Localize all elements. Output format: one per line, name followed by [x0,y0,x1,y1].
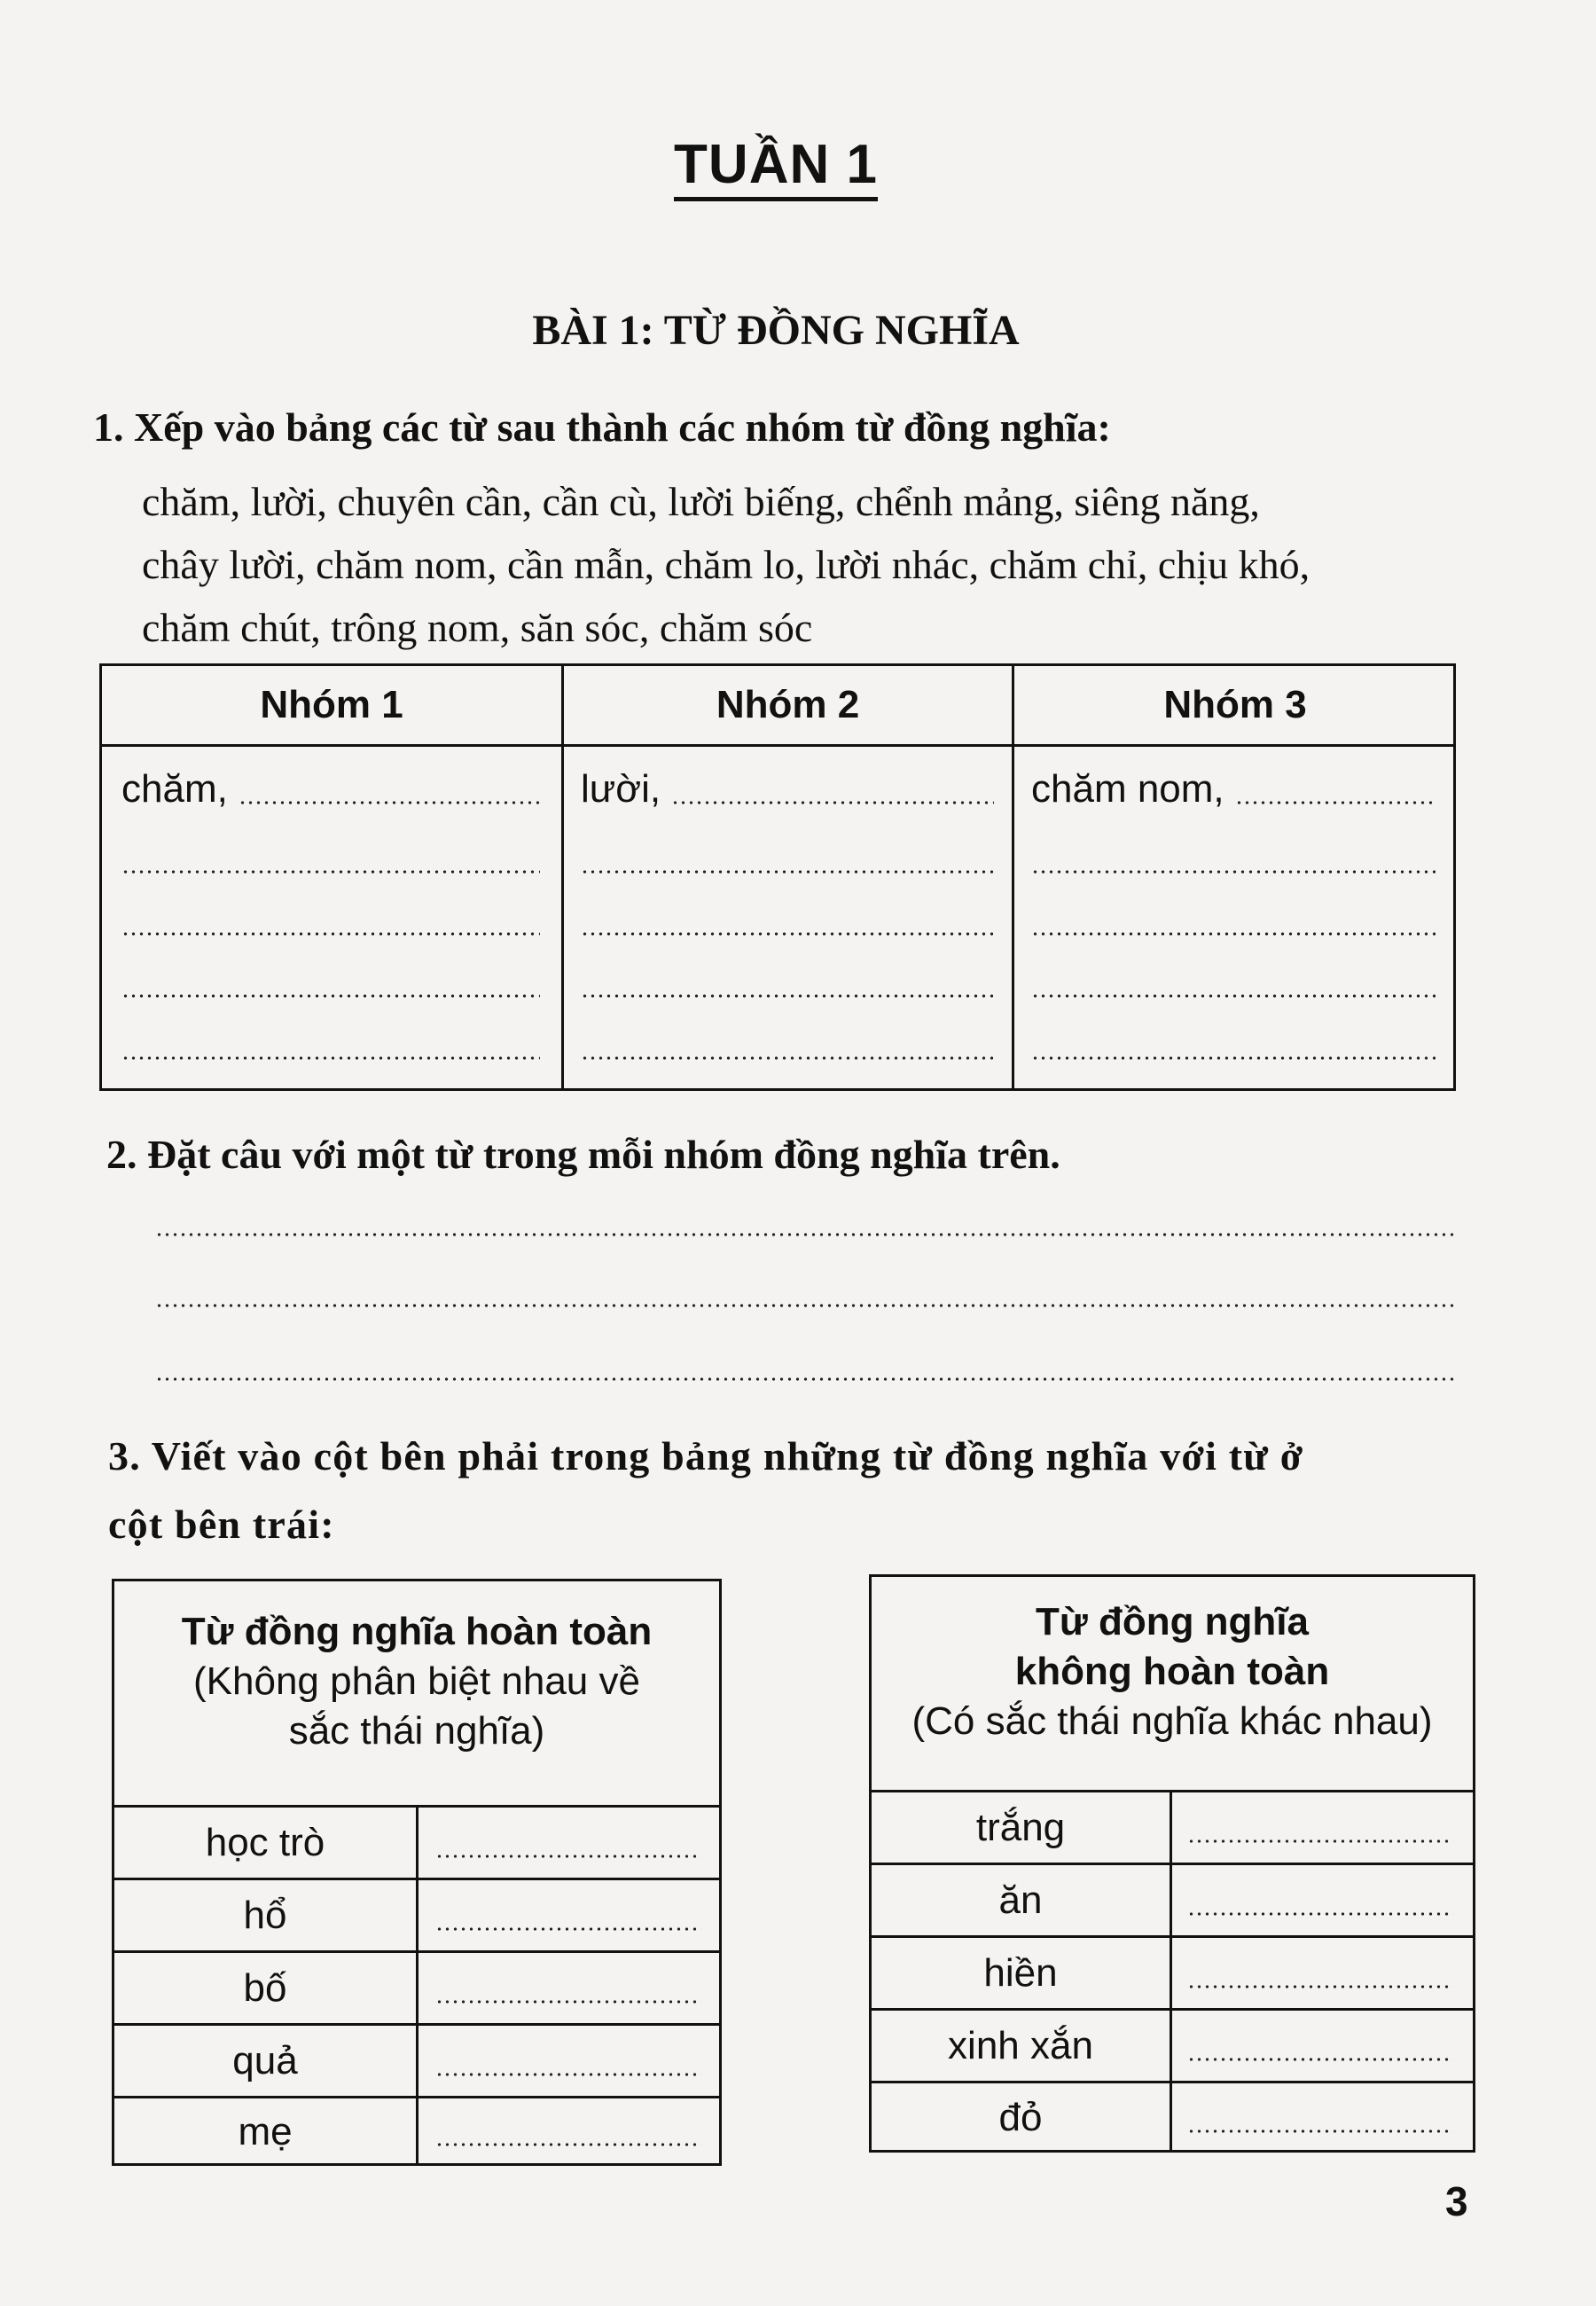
group-start-word: chăm, [121,767,228,811]
table-subtitle: sắc thái nghĩa) [288,1709,545,1753]
word-cell: quả [232,2038,298,2082]
table-row [872,2081,1473,2153]
word-cell: hổ [243,1893,287,1937]
table-header [872,1577,1473,1790]
group-header: Nhóm 1 [260,683,403,726]
table-subtitle: (Có sắc thái nghĩa khác nhau) [911,1699,1433,1743]
synonym-table-partial [869,1574,1475,2153]
question-3-heading: cột bên trái: [108,1502,335,1547]
answer-field[interactable] [435,2000,701,2004]
table-title: không hoàn toàn [1014,1650,1330,1693]
answer-field[interactable] [435,1927,701,1931]
week-title: TUẦN 1 [0,133,1552,201]
synonym-table-complete [112,1579,722,2166]
word-list-line: chăm, lười, chuyên cần, cần cù, lười biếng, chểnh mảng, siêng năng, [142,479,1260,524]
question-3-heading: 3. Viết vào cột bên phải trong bảng những từ đồng nghĩa với từ ở [108,1433,1304,1479]
word-cell: học trò [205,1820,325,1864]
word-cell: ăn [998,1878,1043,1922]
word-cell: đỏ [998,2096,1043,2139]
answer-field[interactable] [1187,1912,1453,1916]
word-list-line: chây lười, chăm nom, cần mẫn, chăm lo, lười nhác, chăm chỉ, chịu khó, [142,542,1310,587]
table-header [114,1581,719,1805]
table-row [872,1863,1473,1935]
answer-field[interactable] [1187,1985,1453,1988]
answer-line[interactable] [155,1377,1459,1381]
question-1-heading: 1. Xếp vào bảng các từ sau thành các nhóm từ đồng nghĩa: [93,404,1111,450]
word-cell: mẹ [238,2110,293,2153]
group-3-answer[interactable] [1031,764,1436,1060]
answer-field[interactable] [1187,2130,1453,2133]
table-row [872,1790,1473,1863]
table-row [114,2023,719,2096]
answer-field[interactable] [435,2073,701,2076]
table-subtitle: (Không phân biệt nhau về [193,1659,640,1703]
group-start-word: chăm nom, [1031,767,1224,811]
group-1-answer[interactable] [121,764,540,1060]
table-title: Từ đồng nghĩa [1035,1600,1310,1643]
group-2-answer[interactable] [581,764,994,1060]
page-number: 3 [1445,2178,1468,2224]
question-2-heading: 2. Đặt câu với một từ trong mỗi nhóm đồng nghĩa trên. [106,1132,1060,1177]
table-row [872,2008,1473,2081]
group-table [99,663,1456,1091]
answer-field[interactable] [1187,1839,1453,1843]
group-header: Nhóm 3 [1163,683,1307,726]
table-row [114,2096,719,2166]
answer-line[interactable] [155,1233,1459,1236]
group-header: Nhóm 2 [716,683,860,726]
word-cell: trắng [975,1805,1066,1849]
group-start-word: lười, [581,767,661,811]
word-cell: bố [243,1965,287,2010]
table-row [114,1805,719,1878]
table-row [114,1950,719,2023]
table-row [114,1878,719,1950]
word-cell: hiền [983,1950,1058,1995]
table-row [872,1935,1473,2008]
answer-field[interactable] [435,2143,701,2146]
answer-field[interactable] [1187,2058,1453,2061]
word-cell: xinh xắn [948,2023,1093,2067]
answer-field[interactable] [435,1855,701,1858]
word-list-line: chăm chút, trông nom, săn sóc, chăm sóc [142,605,813,650]
lesson-title: BÀI 1: TỪ ĐỒNG NGHĨA [532,307,1020,354]
answer-line[interactable] [155,1304,1459,1307]
word-list [142,470,1490,659]
table-divider [102,744,1453,747]
table-title: Từ đồng nghĩa hoàn toàn [181,1610,653,1653]
